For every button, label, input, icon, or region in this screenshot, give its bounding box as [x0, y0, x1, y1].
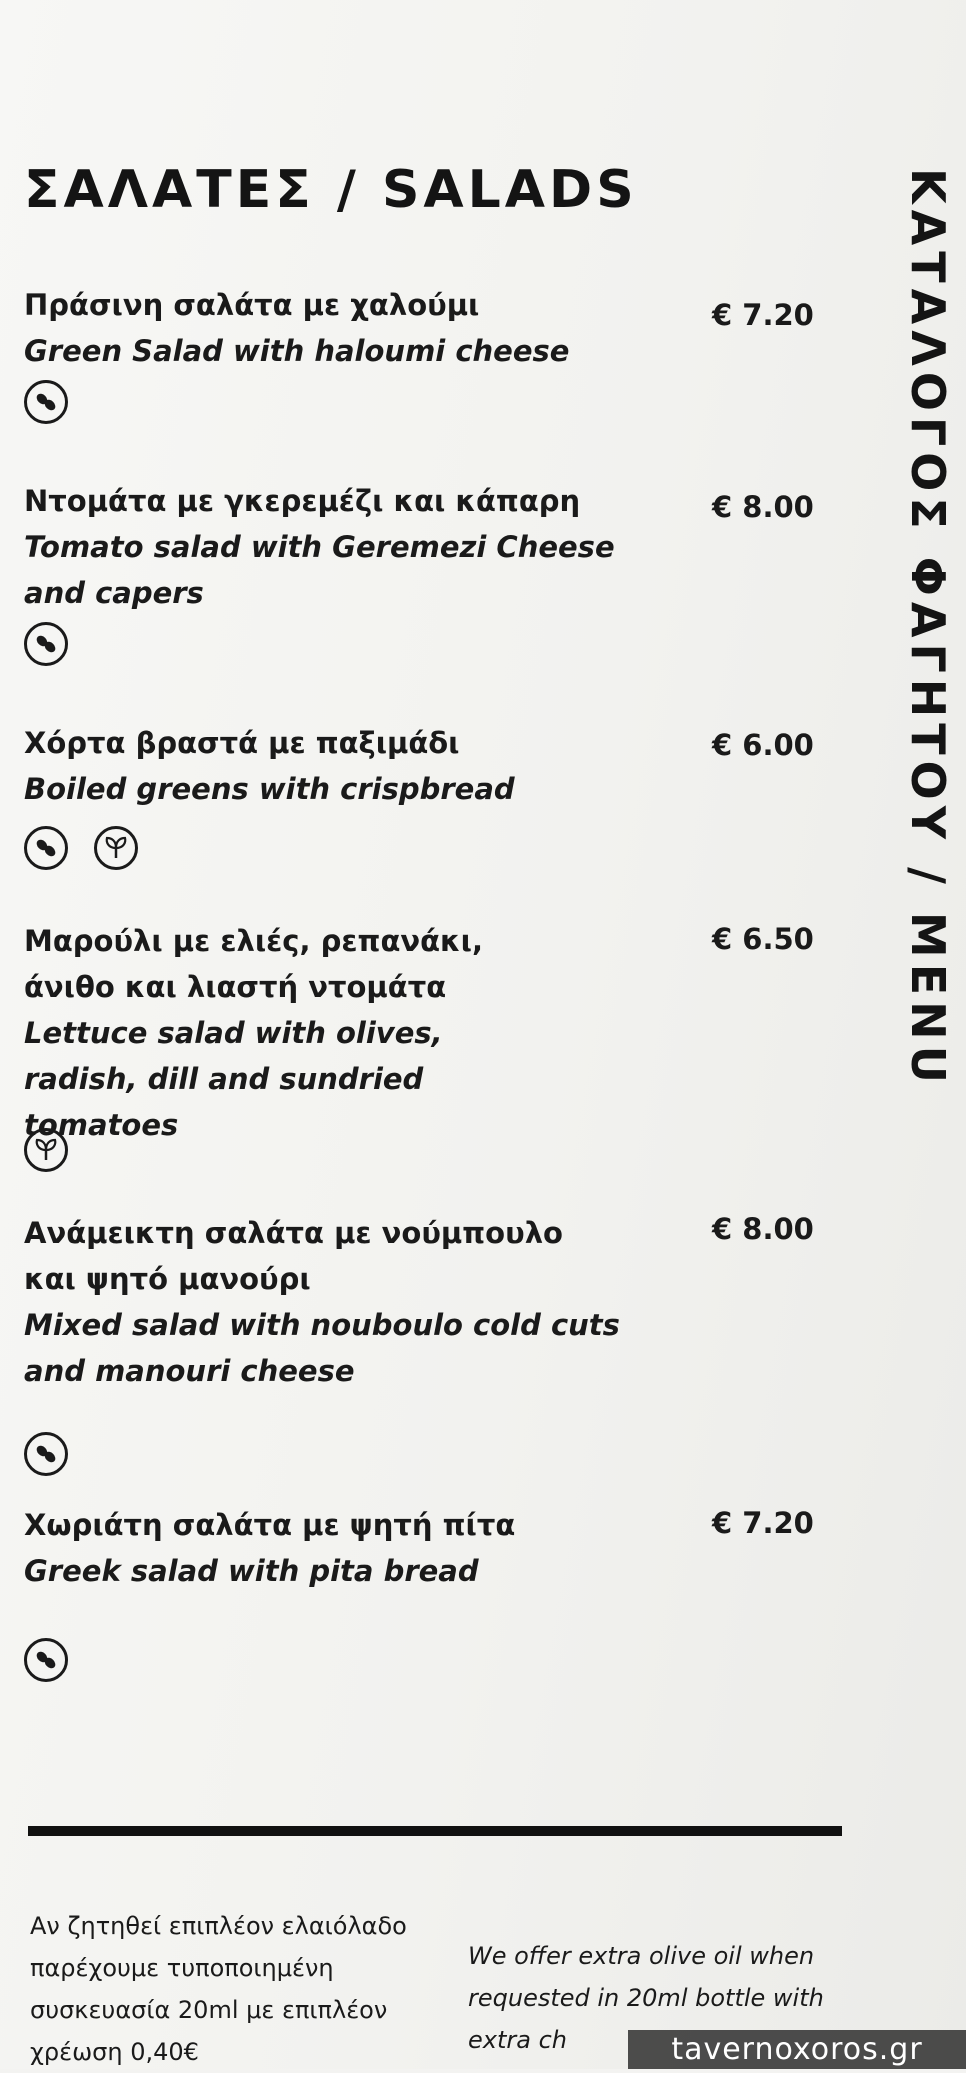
item-icons: [24, 380, 68, 424]
item-price: € 8.00: [712, 1212, 814, 1246]
item-name-english: Lettuce salad with olives, radish, dill and sundried tomatoes: [24, 1016, 443, 1142]
item-name-english: Mixed salad with nouboulo cold cuts and manouri cheese: [24, 1308, 620, 1388]
item-name-english: Greek salad with pita bread: [24, 1554, 479, 1588]
item-name-greek: Χόρτα βραστά με παξιμάδι: [24, 726, 460, 760]
item-name-english: Green Salad with haloumi cheese: [24, 334, 570, 368]
side-menu-title: ΚΑΤΑΛΟΓΟΣ ΦΑΓΗΤΟΥ / MENU: [901, 168, 955, 1089]
nuts-icon: [24, 826, 68, 870]
item-price: € 8.00: [712, 490, 814, 524]
item-icons: [24, 1432, 68, 1476]
nuts-icon: [24, 622, 68, 666]
olive-oil-note-english: We offer extra olive oil when requested in 20ml bottle with extra ch: [468, 1942, 824, 2054]
item-icons: [24, 826, 138, 870]
olive-oil-note-greek: Αν ζητηθεί επιπλέον ελαιόλαδο παρέχουμε τυποποιημένη συσκευασία 20ml με επιπλέον χρέωση 0,40€: [30, 1912, 407, 2066]
section-title: ΣΑΛΑΤΕΣ / SALADS: [24, 160, 638, 220]
item-name-english: Tomato salad with Geremezi Cheese and capers: [24, 530, 615, 610]
menu-item: [24, 918, 704, 1148]
nuts-icon: [24, 1432, 68, 1476]
watermark-text: tavernoxoros.gr: [671, 2032, 923, 2067]
menu-item: [24, 282, 704, 374]
item-icons: [24, 1128, 68, 1172]
item-price: € 6.50: [712, 922, 814, 956]
item-price: € 6.00: [712, 728, 814, 762]
nuts-icon: [24, 380, 68, 424]
item-icons: [24, 1638, 68, 1682]
menu-item: [24, 478, 704, 616]
item-name-greek: Ανάμεικτη σαλάτα με νούμπουλο και ψητό μανούρι: [24, 1216, 563, 1296]
item-name-greek: Ντομάτα με γκερεμέζι και κάπαρη: [24, 484, 581, 518]
menu-item: [24, 720, 704, 812]
nuts-icon: [24, 1638, 68, 1682]
vegan-icon: [94, 826, 138, 870]
item-name-greek: Μαρούλι με ελιές, ρεπανάκι, άνιθο και λιαστή ντομάτα: [24, 924, 483, 1004]
item-name-english: Boiled greens with crispbread: [24, 772, 515, 806]
item-price: € 7.20: [712, 298, 814, 332]
menu-item: [24, 1502, 704, 1594]
item-name-greek: Πράσινη σαλάτα με χαλούμι: [24, 288, 480, 322]
menu-item: [24, 1210, 704, 1394]
watermark: [628, 2030, 966, 2069]
item-price: € 7.20: [712, 1506, 814, 1540]
item-icons: [24, 622, 68, 666]
vegan-icon: [24, 1128, 68, 1172]
section-divider: [28, 1826, 842, 1836]
item-name-greek: Χωριάτη σαλάτα με ψητή πίτα: [24, 1508, 516, 1542]
